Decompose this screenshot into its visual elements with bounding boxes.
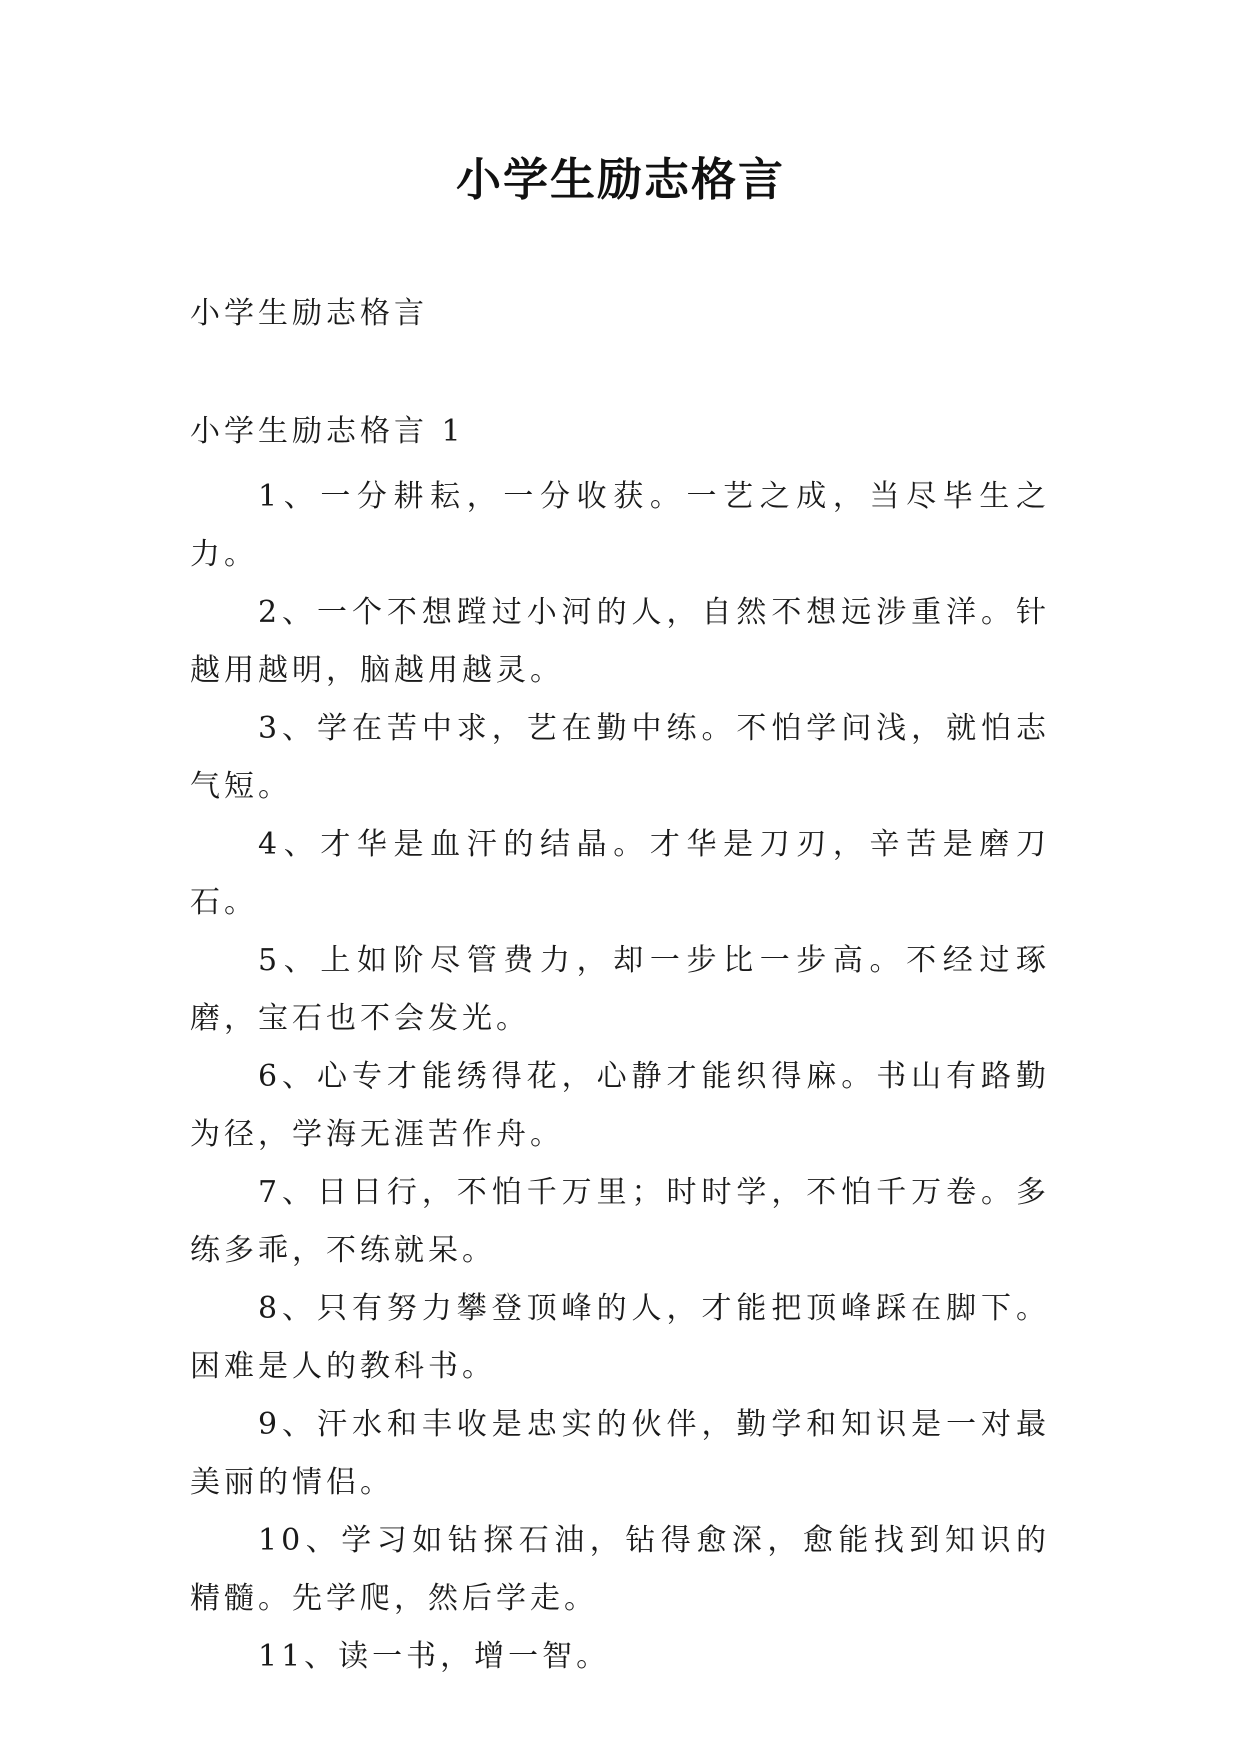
document-title: 小学生励志格言 xyxy=(455,153,785,206)
section-heading: 小学生励志格言 1 xyxy=(190,414,465,449)
list-item: 8、只有努力攀登顶峰的人，才能把顶峰踩在脚下。困难是人的教科书。 xyxy=(190,1291,1050,1384)
list-item: 4、才华是血汗的结晶。才华是刀刃，辛苦是磨刀石。 xyxy=(190,827,1050,920)
list-item: 10、学习如钻探石油，钻得愈深，愈能找到知识的精髓。先学爬，然后学走。 xyxy=(190,1523,1050,1616)
list-item: 5、上如阶尽管费力，却一步比一步高。不经过琢磨，宝石也不会发光。 xyxy=(190,943,1050,1036)
list-item: 2、一个不想蹚过小河的人，自然不想远涉重洋。针越用越明，脑越用越灵。 xyxy=(190,595,1050,688)
list-item: 1、一分耕耘，一分收获。一艺之成，当尽毕生之力。 xyxy=(190,479,1050,572)
document-subtitle: 小学生励志格言 xyxy=(190,296,428,331)
list-item: 3、学在苦中求，艺在勤中练。不怕学问浅，就怕志气短。 xyxy=(190,711,1050,804)
list-item: 9、汗水和丰收是忠实的伙伴，勤学和知识是一对最美丽的情侣。 xyxy=(190,1407,1050,1500)
list-item: 11、读一书，增一智。 xyxy=(258,1639,611,1674)
list-item: 6、心专才能绣得花，心静才能织得麻。书山有路勤为径，学海无涯苦作舟。 xyxy=(190,1059,1050,1152)
maxim-list xyxy=(190,468,1050,1686)
list-item: 7、日日行，不怕千万里；时时学，不怕千万卷。多练多乖，不练就呆。 xyxy=(190,1175,1050,1268)
